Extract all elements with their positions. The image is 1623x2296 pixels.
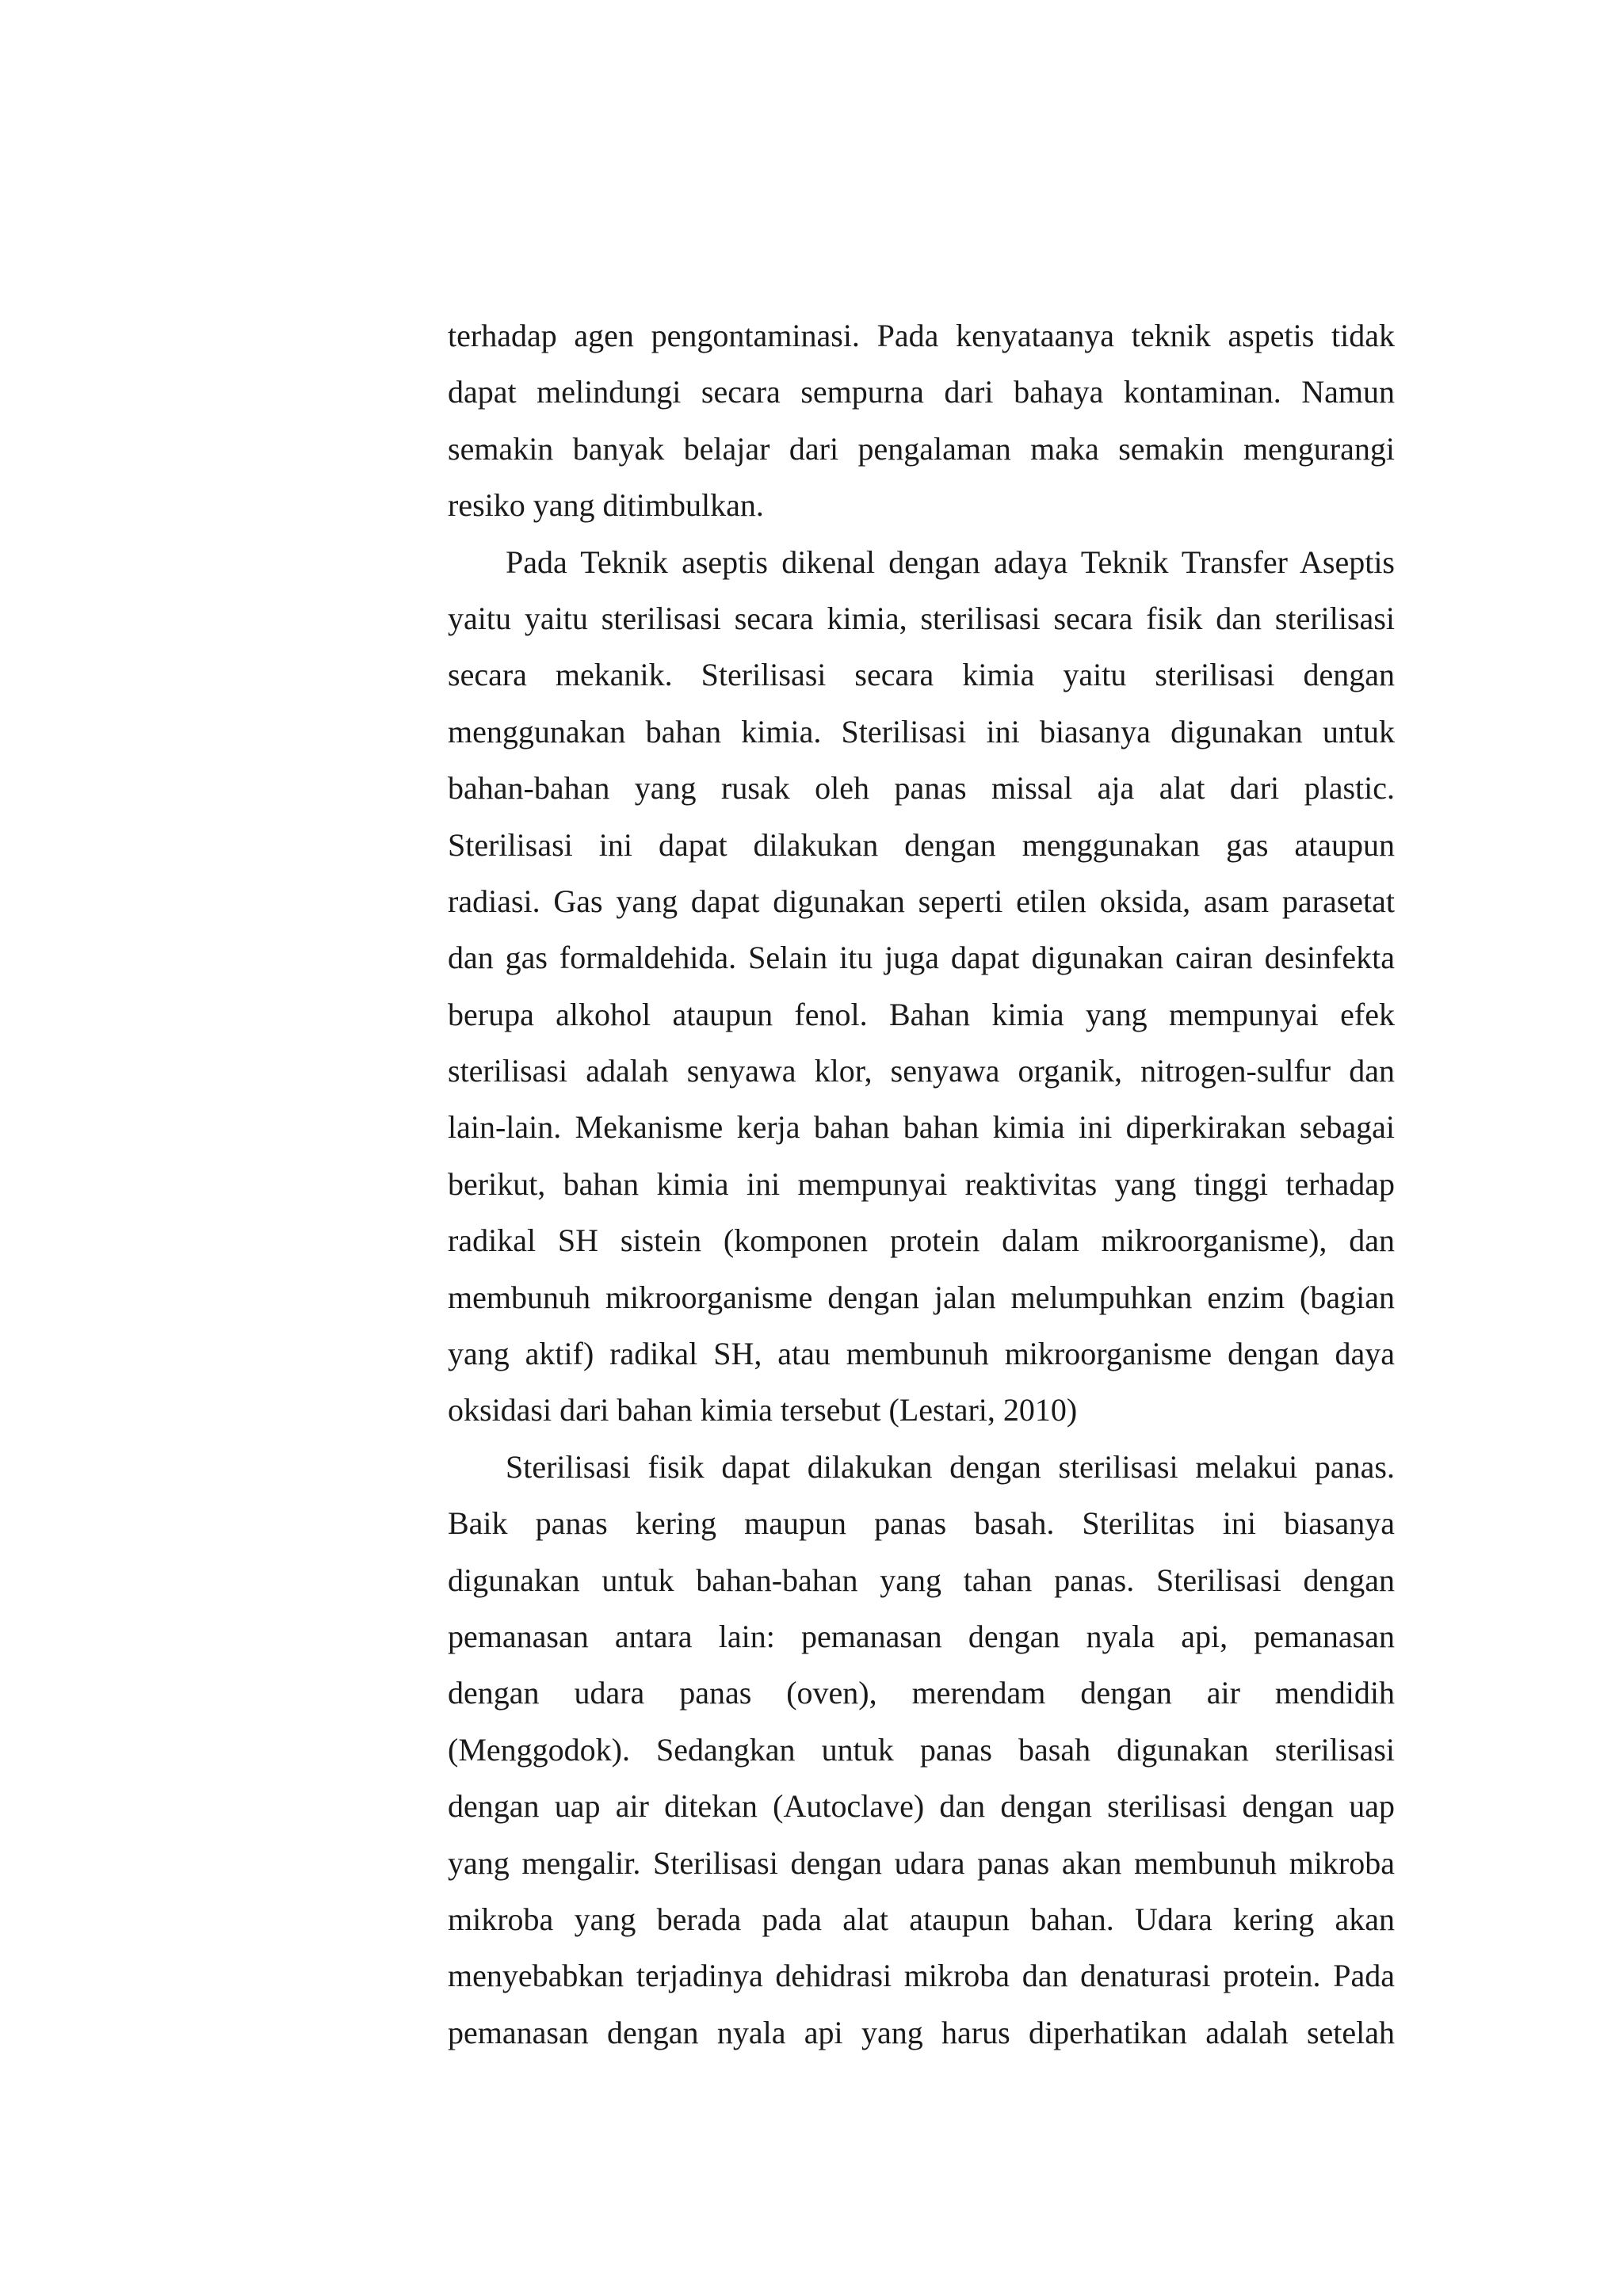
text-line: pemanasan dengan nyala api yang harus diperhatikan adalah setelah	[448, 2014, 1395, 2050]
text-line: oksidasi dari bahan kimia tersebut (Lestari, 2010)	[448, 1392, 1078, 1428]
text-line: dapat melindungi secara sempurna dari bahaya kontaminan. Namun	[448, 374, 1395, 410]
text-line: berupa alkohol ataupun fenol. Bahan kimia yang mempunyai efek	[448, 996, 1395, 1032]
text-line: radikal SH sistein (komponen protein dalam mikroorganisme), dan	[448, 1222, 1395, 1259]
text-line: membunuh mikroorganisme dengan jalan melumpuhkan enzim (bagian	[448, 1279, 1395, 1315]
text-line: dengan uap air ditekan (Autoclave) dan dengan sterilisasi dengan uap	[448, 1788, 1395, 1825]
text-line: secara mekanik. Sterilisasi secara kimia yaitu sterilisasi dengan	[448, 657, 1395, 693]
text-line: bahan-bahan yang rusak oleh panas missal aja alat dari plastic.	[448, 770, 1395, 807]
text-line: terhadap agen pengontaminasi. Pada kenyataanya teknik aspetis tidak	[448, 318, 1395, 353]
text-line: Baik panas kering maupun panas basah. Sterilitas ini biasanya	[448, 1505, 1395, 1542]
text-line: lain-lain. Mekanisme kerja bahan bahan kimia ini diperkirakan sebagai	[448, 1109, 1395, 1146]
text-line: Sterilisasi ini dapat dilakukan dengan menggunakan gas ataupun	[448, 826, 1395, 863]
text-line: dan gas formaldehida. Selain itu juga dapat digunakan cairan desinfekta	[448, 940, 1395, 976]
text-line: semakin banyak belajar dari pengalaman maka semakin mengurangi	[448, 430, 1395, 467]
text-line: yang mengalir. Sterilisasi dengan udara panas akan membunuh mikroba	[448, 1844, 1395, 1881]
text-line: Pada Teknik aseptis dikenal dengan adaya Teknik Transfer Aseptis	[506, 543, 1395, 580]
text-line: (Menggodok). Sedangkan untuk panas basah digunakan sterilisasi	[448, 1731, 1395, 1768]
text-line: sterilisasi adalah senyawa klor, senyawa organik, nitrogen-sulfur dan	[448, 1053, 1395, 1089]
body-text	[448, 307, 1395, 2061]
text-line: radiasi. Gas yang dapat digunakan seperti etilen oksida, asam parasetat	[448, 883, 1395, 919]
text-line: yang aktif) radikal SH, atau membunuh mikroorganisme dengan daya	[448, 1336, 1395, 1372]
text-line: menggunakan bahan kimia. Sterilisasi ini biasanya digunakan untuk	[448, 713, 1395, 749]
text-line: digunakan untuk bahan-bahan yang tahan panas. Sterilisasi dengan	[448, 1562, 1395, 1598]
text-line: yaitu yaitu sterilisasi secara kimia, sterilisasi secara fisik dan sterilisasi	[448, 600, 1395, 636]
text-line: Sterilisasi fisik dapat dilakukan dengan sterilisasi melakui panas.	[506, 1448, 1395, 1485]
text-line: pemanasan antara lain: pemanasan dengan nyala api, pemanasan	[448, 1618, 1395, 1654]
text-line: menyebabkan terjadinya dehidrasi mikroba dan denaturasi protein. Pada	[448, 1958, 1395, 1994]
text-line: resiko yang ditimbulkan.	[448, 487, 764, 524]
text-line: mikroba yang berada pada alat ataupun bahan. Udara kering akan	[448, 1901, 1395, 1937]
text-line: berikut, bahan kimia ini mempunyai reaktivitas yang tinggi terhadap	[448, 1165, 1395, 1202]
text-line: dengan udara panas (oven), merendam dengan air mendidih	[448, 1675, 1395, 1711]
